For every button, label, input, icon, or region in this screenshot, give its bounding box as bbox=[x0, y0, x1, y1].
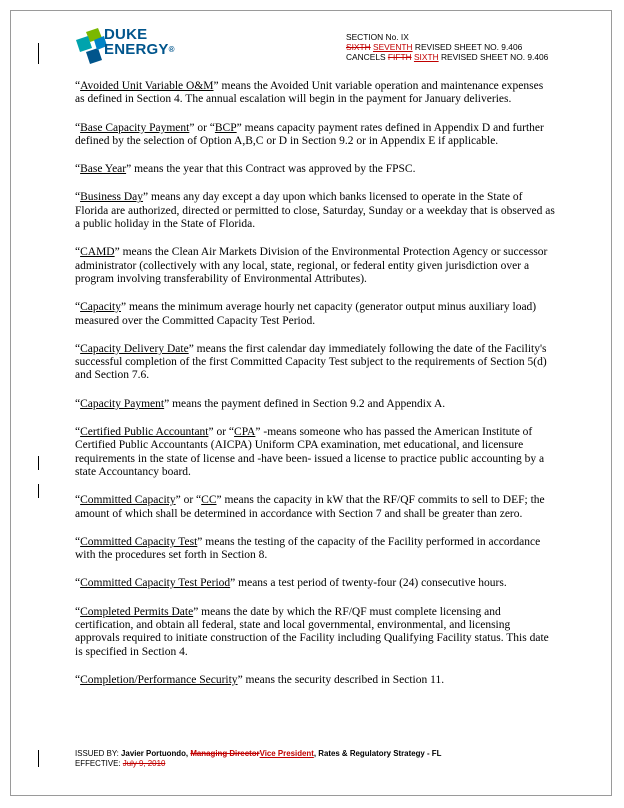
change-bar-header bbox=[38, 43, 39, 64]
logo-line-2: ENERGY® bbox=[104, 41, 175, 58]
open-quote: “ bbox=[75, 535, 81, 548]
defined-term: Capacity Delivery Date bbox=[80, 342, 189, 355]
defined-term: Avoided Unit Variable O&M bbox=[80, 80, 214, 92]
defined-term: Base Year bbox=[80, 163, 127, 176]
close-quote: ” bbox=[126, 163, 132, 176]
definition-paragraph bbox=[75, 426, 555, 479]
definition-text: means the security described in Section 11. bbox=[242, 673, 445, 686]
definition-paragraph bbox=[75, 122, 555, 149]
defined-term-abbrev: CPA bbox=[234, 426, 256, 439]
defined-term: Capacity Payment bbox=[80, 397, 165, 410]
change-bar-cpa-1 bbox=[38, 456, 39, 470]
close-quote: ” bbox=[114, 246, 120, 259]
definition-text: means the date by which the RF/QF must complete licensing and certification, and obtain all federal, state and local governmental, environmental, and licensing approvals required to initiate construction of the Facility including Qualifying Facility status. This date is specified in Section 4. bbox=[75, 605, 549, 658]
definition-paragraph bbox=[75, 163, 555, 176]
change-bar-footer bbox=[38, 750, 39, 767]
definition-text: means the testing of the capacity of the Facility performed in accordance with the procedures set forth in Section 8. bbox=[75, 535, 541, 562]
defined-term: Committed Capacity Test bbox=[80, 535, 198, 548]
open-quote: “ bbox=[75, 191, 81, 204]
defined-term: Committed Capacity bbox=[80, 494, 176, 507]
term-separator: ” or “ bbox=[175, 494, 202, 507]
defined-term-abbrev: BCP bbox=[214, 121, 237, 134]
logo-line-1: DUKE bbox=[104, 26, 148, 43]
close-quote: ” bbox=[193, 605, 199, 618]
definition-text: means capacity payment rates defined in Appendix D and further defined by the selection of Option A,B,C or D in Section 9.2 or in Appendix E if applicable. bbox=[75, 121, 544, 147]
definition-text: means any day except a day upon which banks licensed to operate in the State of Florida are authorized, directed or permitted to close, Saturday, Sunday or a weekday that is observed as a public holiday in the State of Florida. bbox=[75, 191, 555, 231]
logo-wordmark bbox=[104, 27, 175, 57]
revised-sheet-line: SIXTH SEVENTH REVISED SHEET NO. 9.406 bbox=[346, 42, 523, 52]
close-quote: ” bbox=[213, 80, 219, 92]
open-quote: “ bbox=[75, 426, 81, 439]
section-number: SECTION No. IX bbox=[346, 32, 409, 42]
definition-text: means the payment defined in Section 9.2 and Appendix A. bbox=[169, 397, 446, 410]
open-quote: “ bbox=[75, 80, 81, 92]
definition-text: means the Clean Air Markets Division of the Environmental Protection Agency or successor administrator (collectively with any local, state, regional, or federal entity given jurisdiction over a program involving transferability of Environmental Attributes). bbox=[75, 246, 548, 285]
open-quote: “ bbox=[75, 246, 81, 259]
defined-term: Capacity bbox=[80, 301, 121, 314]
definition-text: means the first calendar day immediately following the date of the Facility's successful completion of the first Committed Capacity Test subject to the requirements of Section 5(d) and Section 7.6. bbox=[75, 342, 547, 382]
open-quote: “ bbox=[75, 342, 81, 355]
definition-paragraph bbox=[75, 343, 555, 383]
open-quote: “ bbox=[75, 397, 81, 410]
close-quote: ” bbox=[216, 494, 222, 507]
defined-term: Completed Permits Date bbox=[80, 605, 194, 618]
change-bar-cpa-2 bbox=[38, 484, 39, 498]
close-quote: ” bbox=[188, 342, 194, 355]
open-quote: “ bbox=[75, 163, 81, 176]
definition-text: means the capacity in kW that the RF/QF commits to sell to DEF; the amount of which shall be determined in accordance with Section 7 and shall be greater than zero. bbox=[75, 494, 545, 520]
term-separator: ” or “ bbox=[208, 426, 235, 439]
definition-text: means a test period of twenty-four (24) consecutive hours. bbox=[235, 577, 507, 590]
definition-text: means the minimum average hourly net capacity (generator output minus auxiliary load) measured over the Committed Capacity Test Period. bbox=[75, 301, 537, 327]
open-quote: “ bbox=[75, 121, 81, 134]
cancels-sheet-line: CANCELS FIFTH SIXTH REVISED SHEET NO. 9.406 bbox=[346, 52, 549, 62]
term-separator: ” or “ bbox=[189, 121, 215, 134]
defined-term-abbrev: CC bbox=[201, 494, 217, 507]
close-quote: ” bbox=[120, 301, 127, 314]
effective-line: EFFECTIVE: July 9, 2010 bbox=[75, 759, 166, 768]
defined-term: Committed Capacity Test Period bbox=[80, 577, 231, 590]
definition-paragraph bbox=[75, 191, 555, 231]
close-quote: ” bbox=[143, 191, 149, 204]
page-footer bbox=[75, 749, 441, 769]
open-quote: “ bbox=[75, 301, 81, 314]
definition-paragraph bbox=[75, 606, 555, 659]
definition-paragraph bbox=[75, 674, 555, 687]
definition-paragraph bbox=[75, 398, 555, 411]
close-quote: ” bbox=[236, 121, 242, 134]
open-quote: “ bbox=[75, 577, 81, 590]
definition-paragraph bbox=[75, 246, 555, 286]
definition-paragraph bbox=[75, 577, 555, 590]
close-quote: ” bbox=[237, 673, 243, 686]
close-quote: ” bbox=[255, 426, 261, 439]
close-quote: ” bbox=[230, 577, 236, 590]
defined-term: Business Day bbox=[80, 191, 144, 204]
open-quote: “ bbox=[75, 605, 81, 618]
logo-mark-icon bbox=[76, 28, 107, 64]
definition-paragraph bbox=[75, 494, 555, 521]
close-quote: ” bbox=[164, 397, 170, 410]
section-header bbox=[346, 32, 548, 62]
defined-term: Certified Public Accountant bbox=[80, 426, 209, 439]
definition-paragraph bbox=[75, 536, 555, 563]
defined-term: Completion/Performance Security bbox=[80, 673, 238, 686]
issued-by-line: ISSUED BY: Javier Portuondo, Managing DirectorVice President, Rates & Regulatory Strategy - FL bbox=[75, 749, 442, 758]
definition-paragraph bbox=[75, 80, 555, 107]
defined-term: Base Capacity Payment bbox=[80, 121, 190, 134]
open-quote: “ bbox=[75, 494, 81, 507]
definition-text: means the year that this Contract was approved by the FPSC. bbox=[131, 163, 416, 176]
definitions-list bbox=[75, 80, 555, 702]
close-quote: ” bbox=[197, 535, 203, 548]
definition-text: -means someone who has passed the American Institute of Certified Public Accountants (AICPA) Uniform CPA examination, met educational, and licensure requirements in the state of license and -have been- issued a license to practice public accounting by a state Accountancy board. bbox=[75, 426, 545, 478]
definition-text: means the Avoided Unit variable operation and maintenance expenses as defined in Section 4. The annual escalation will begin in the payment for January deliveries. bbox=[75, 80, 544, 106]
defined-term: CAMD bbox=[80, 246, 115, 259]
open-quote: “ bbox=[75, 673, 81, 686]
definition-paragraph bbox=[75, 301, 555, 328]
